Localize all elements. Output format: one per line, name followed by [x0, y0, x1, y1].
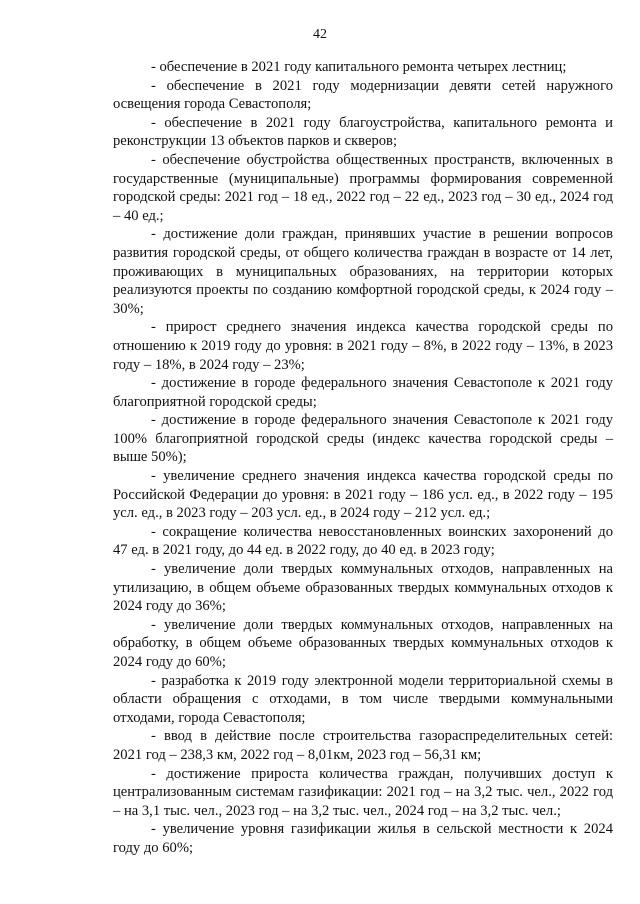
list-item: - увеличение уровня газификации жилья в сельской местности к 2024 году до 60%;: [113, 821, 613, 856]
document-body: [113, 58, 613, 858]
list-item: - ввод в действие после строительства газораспределительных сетей: 2021 год – 238,3 км, 2022 год – 8,01км, 2023 год – 56,31 км;: [113, 728, 613, 763]
list-item: - увеличение среднего значения индекса качества городской среды по Российской Федерации до уровня: в 2021 году – 186 усл. ед., в 2022 году – 195 усл. ед., в 2023 году – 203 усл. ед., в 2024 году – 212 усл. ед.;: [113, 468, 613, 522]
list-item: - разработка к 2019 году электронной модели территориальной схемы в области обращения с отходами, в том числе твердыми коммунальными отходами, города Севастополя;: [113, 672, 613, 726]
list-item: - сокращение количества невосстановленных воинских захоронений до 47 ед. в 2021 году, до 44 ед. в 2022 году, до 40 ед. в 2023 году;: [113, 523, 613, 559]
list-item: - увеличение доли твердых коммунальных отходов, направленных на утилизацию, в общем объеме образованных твердых коммунальных отходов к 2024 году до 36%;: [113, 561, 613, 615]
list-item: - достижение прироста количества граждан, получивших доступ к централизованным системам газификации: 2021 год – на 3,2 тыс. чел., 2022 год – на 3,1 тыс. чел., 2023 год – на 3,2 тыс. чел., 2024 год – на 3,2 тыс. чел.;: [113, 765, 613, 819]
list-item: - достижение доли граждан, принявших участие в решении вопросов развития городской среды, от общего количества граждан в возрасте от 14 лет, проживающих в муниципальных образованиях, на территории которых реализуются проекты по созданию комфортной городской среды, к 2024 году – 30%;: [113, 226, 613, 317]
list-item: - обеспечение в 2021 году благоустройства, капитального ремонта и реконструкции 13 объектов парков и скверов;: [113, 114, 613, 150]
list-item: - обеспечение обустройства общественных пространств, включенных в государственные (муниципальные) программы формирования современной городской среды: 2021 год – 18 ед., 2022 год – 22 ед., 2023 год – 30 ед., 2024 год – 40 ед.;: [113, 151, 613, 224]
list-item: - обеспечение в 2021 году модернизации девяти сетей наружного освещения города Севастополя;: [113, 77, 613, 113]
list-item: - достижение в городе федерального значения Севастополе к 2021 году 100% благоприятной городской среды (индекс качества городской среды – выше 50%);: [113, 412, 613, 466]
list-item: - достижение в городе федерального значения Севастополе к 2021 году благоприятной городской среды;: [113, 375, 613, 410]
list-item: - увеличение доли твердых коммунальных отходов, направленных на обработку, в общем объеме образованных твердых коммунальных отходов к 2024 году до 60%;: [113, 616, 613, 670]
list-item: - прирост среднего значения индекса качества городской среды по отношению к 2019 году до уровня: в 2021 году – 8%, в 2022 году – 13%, в 2023 году – 18%, в 2024 году – 23%;: [113, 319, 613, 373]
list-item: - обеспечение в 2021 году капитального ремонта четырех лестниц;: [151, 59, 567, 75]
page-number: 42: [313, 27, 327, 42]
